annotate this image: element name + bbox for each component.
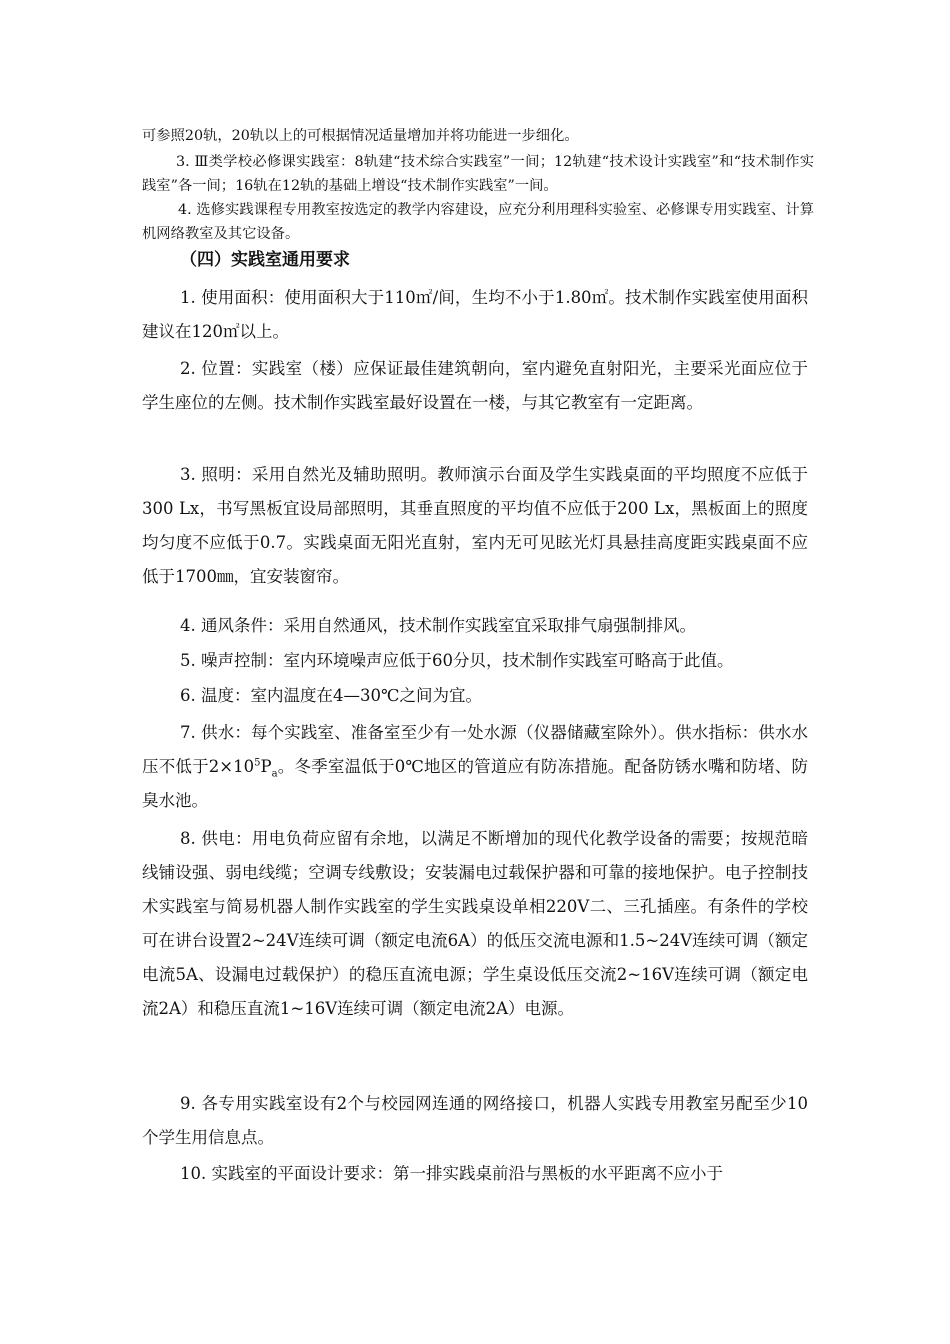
unit-subscript: a [271, 768, 278, 780]
water-supply-text-b: 。冬季室温低于0℃地区的管道应有防冻措施。配备防锈水嘴和防堵、防臭水池。 [142, 757, 808, 810]
requirement-8-power-supply: 8. 供电：用电负荷应留有余地，以满足不断增加的现代化教学设备的需要；按规范暗线铺设强、弱电线缆；空调专线敷设；安装漏电过载保护器和可靠的接地保护。电子控制技术实践室与简易机器人制作实践室的学生实践桌设单相220V二、三孔插座。有条件的学校可在讲台设置2~24V连续可调（额定电流6A）的低压交流电源和1.5~24V连续可调（额定电流5A、设漏电过载保护）的稳压直流电源；学生桌设低压交流2~16V连续可调（额定电流2A）和稳压直流1~16V连续可调（额定电流2A）电源。 [142, 829, 808, 1018]
pressure-unit: P [260, 757, 272, 776]
requirement-1-area: 1. 使用面积：使用面积大于110㎡/间，生均不小于1.80㎡。技术制作实践室使用面积建议在120㎡以上。 [142, 288, 808, 341]
requirement-6-temperature: 6. 温度：室内温度在4—30℃之间为宜。 [180, 686, 482, 705]
requirement-7-water-supply [142, 716, 808, 818]
section-heading: （四）实践室通用要求 [180, 250, 350, 270]
requirement-4-ventilation: 4. 通风条件：采用自然通风，技术制作实践室宜采取排气扇强制排风。 [180, 616, 696, 635]
requirement-2-location: 2. 位置：实践室（楼）应保证最佳建筑朝向，室内避免直射阳光，主要采光面应位于学生座位的左侧。技术制作实践室最好设置在一楼，与其它教室有一定距离。 [142, 359, 808, 412]
paragraph-continuation: 可参照20轨，20轨以上的可根据情况适量增加并将功能进一步细化。 [142, 128, 579, 144]
requirement-10-layout: 10. 实践室的平面设计要求：第一排实践桌前沿与黑板的水平距离不应小于 [180, 1164, 723, 1183]
requirement-3-lighting: 3. 照明：采用自然光及辅助照明。教师演示台面及学生实践桌面的平均照度不应低于300 Lx，书写黑板宜设局部照明，其垂直照度的平均值不应低于200 Lx，黑板面上的照度均匀度不应低于0.7。实践桌面无阳光直射，室内无可见眩光灯具悬挂高度距实践桌面不应低于1700㎜，宜安装窗帘。 [142, 465, 808, 586]
paragraph-item-3-school-class-iii: 3. Ⅲ类学校必修课实践室：8轨建“技术综合实践室”一间；12轨建“技术设计实践室”和“技术制作实践室”各一间；16轨在12轨的基础上增设“技术制作实践室”一间。 [142, 154, 814, 194]
paragraph-item-4-elective: 4. 选修实践课程专用教室按选定的教学内容建设，应充分利用理科实验室、必修课专用实践室、计算机网络教室及其它设备。 [142, 202, 814, 242]
requirement-9-network: 9. 各专用实践室设有2个与校园网连通的网络接口，机器人实践专用教室另配至少10个学生用信息点。 [142, 1094, 808, 1147]
water-supply-text-a: 7. 供水：每个实践室、准备室至少有一处水源（仪器储藏室除外）。供水指标：供水水压不低于2×10 [142, 723, 808, 776]
requirement-5-noise: 5. 噪声控制：室内环境噪声应低于60分贝，技术制作实践室可略高于此值。 [180, 651, 734, 670]
exponent: 5 [254, 757, 261, 769]
